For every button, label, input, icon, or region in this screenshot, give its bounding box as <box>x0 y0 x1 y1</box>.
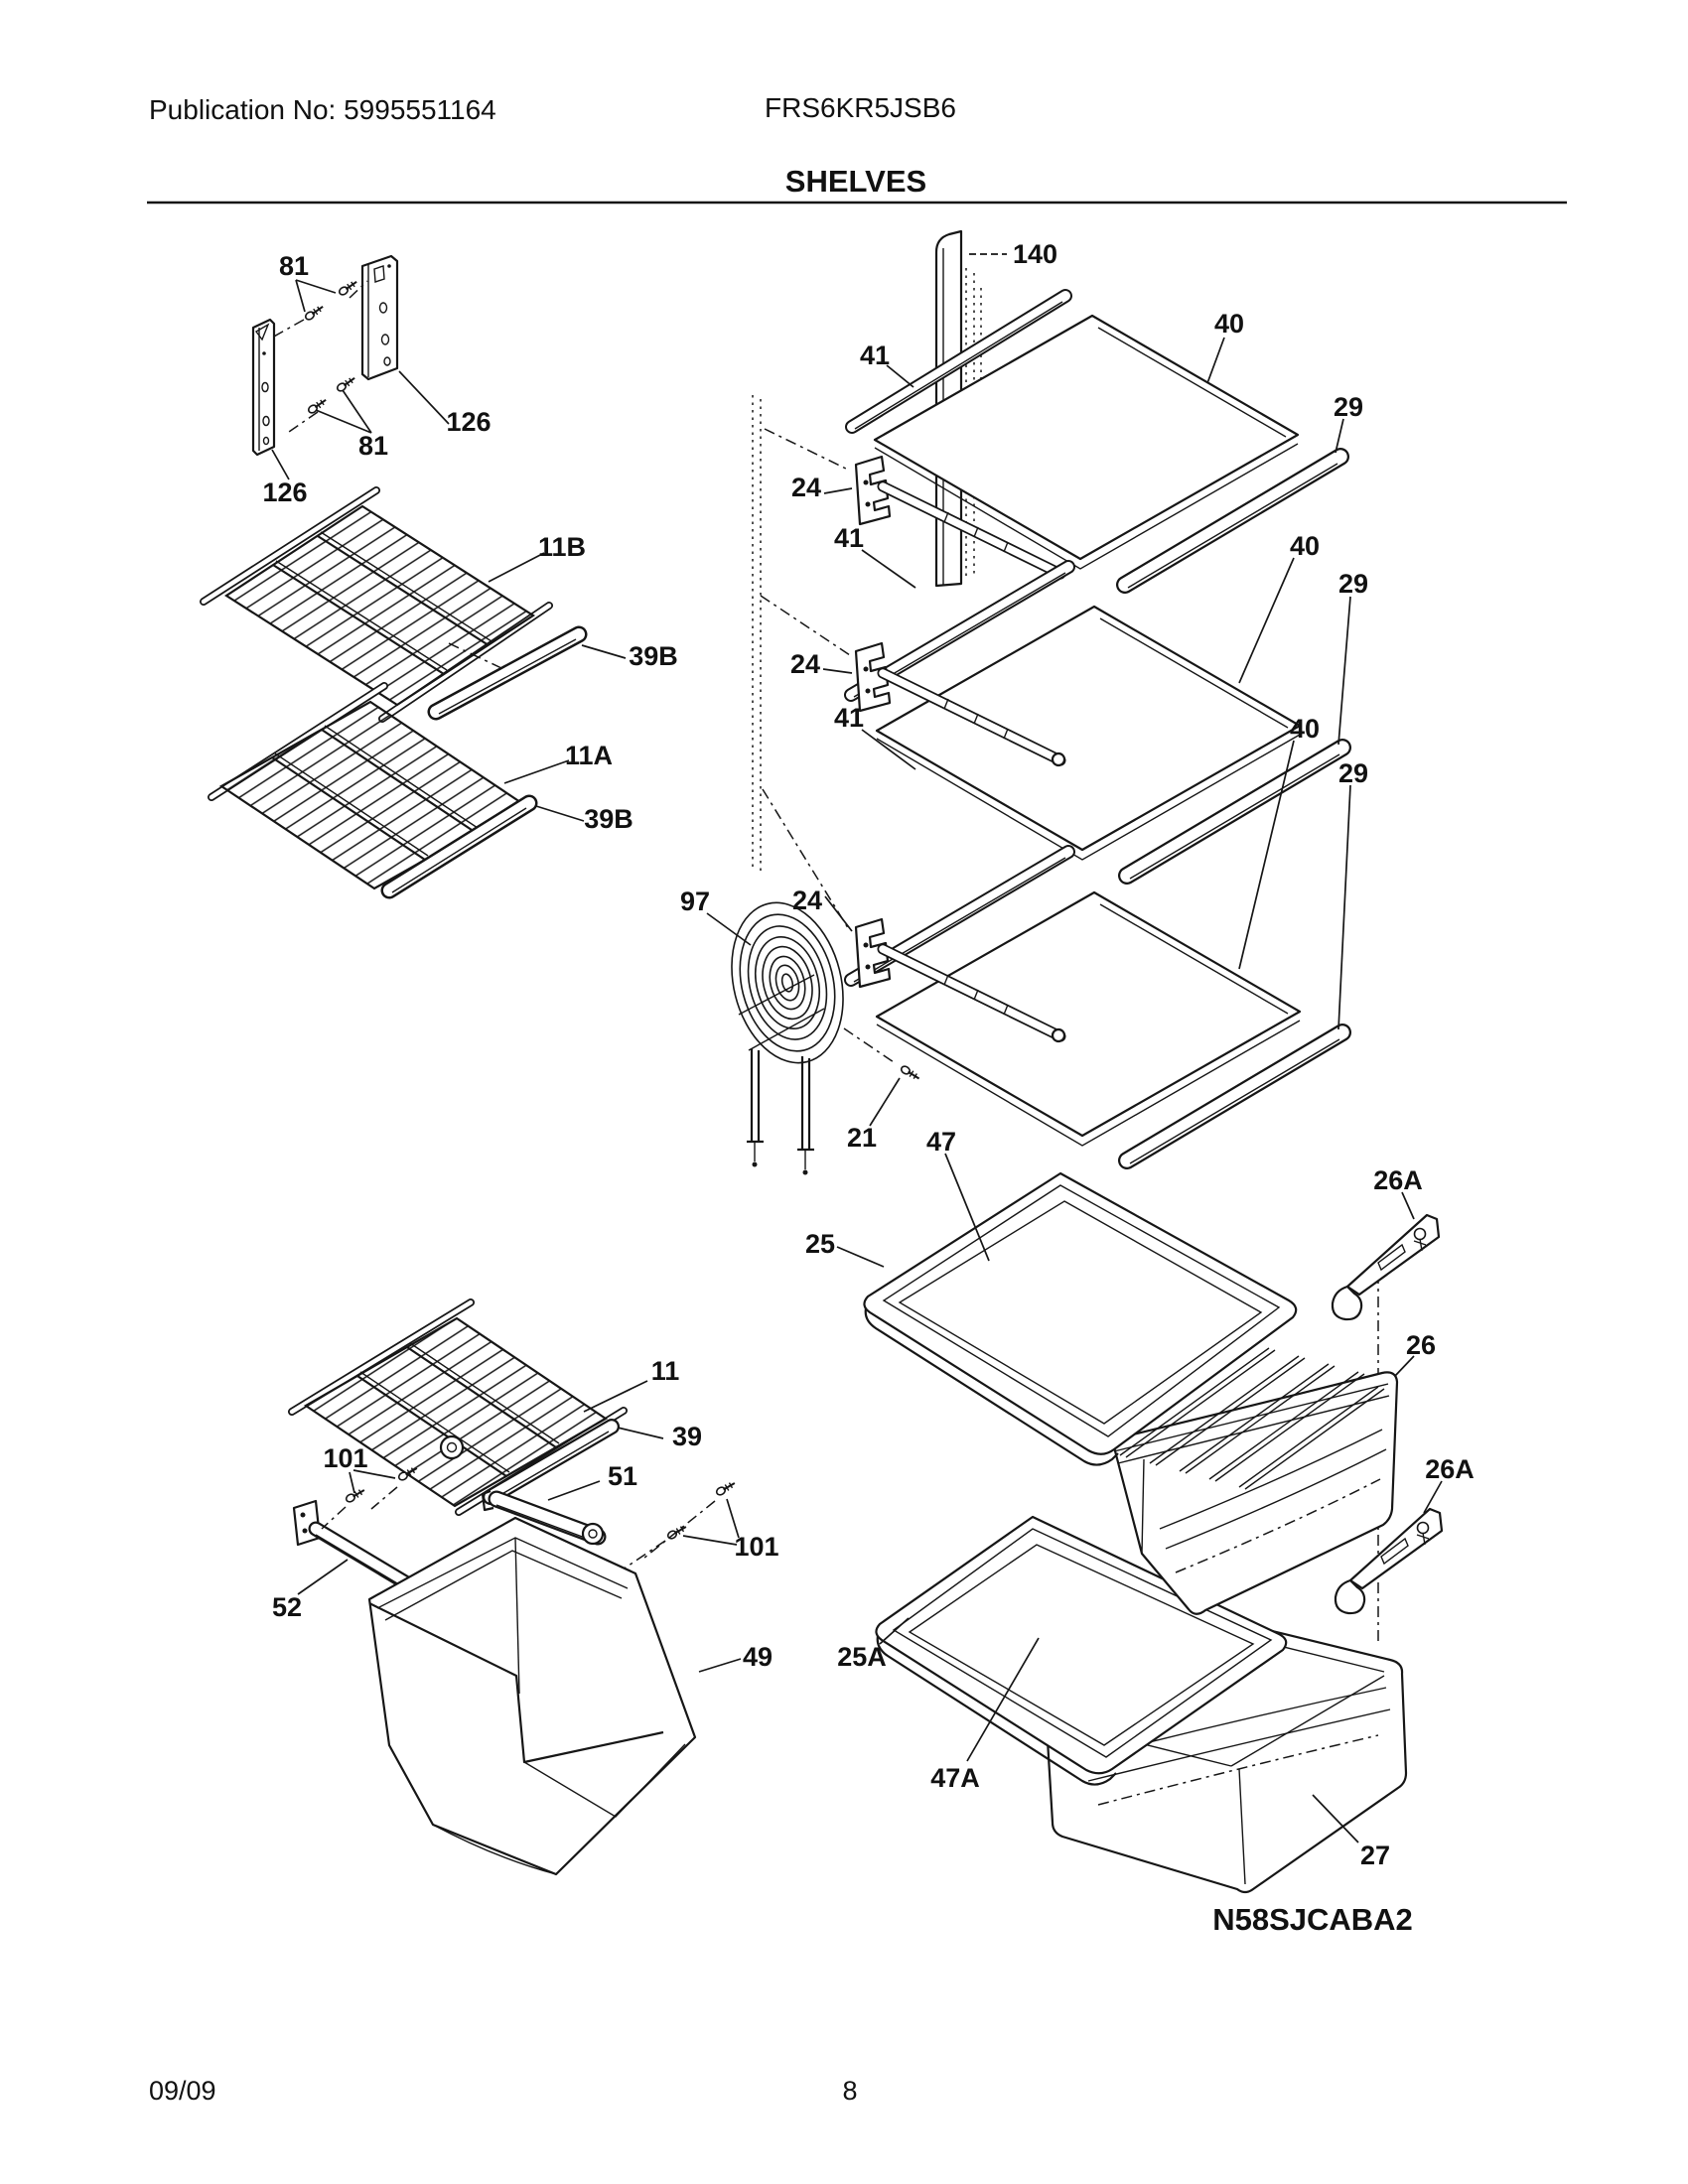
callout-24-row2: 24 <box>789 649 821 679</box>
callout-29-row3: 29 <box>1337 758 1369 788</box>
page-header <box>147 92 1567 203</box>
publication-number: Publication No: 5995551164 <box>149 94 496 125</box>
callout-40-row3: 40 <box>1289 714 1321 744</box>
bracket-126-right <box>362 256 397 379</box>
shelf-row-1 <box>852 296 1340 588</box>
callout-29-row2: 29 <box>1337 569 1369 599</box>
callout-26A-top: 26A <box>1373 1165 1423 1195</box>
section-title: SHELVES <box>784 164 927 199</box>
callout-81-bottom: 81 <box>357 431 389 461</box>
callout-81-top: 81 <box>278 251 310 281</box>
wall-rail-dashed <box>753 395 761 876</box>
shelf-row-3 <box>851 852 1342 1163</box>
diagram-code: N58SJCABA2 <box>1212 1902 1413 1937</box>
callout-11B: 11B <box>537 532 587 562</box>
callout-41-row1: 41 <box>859 341 891 370</box>
callout-126-right: 126 <box>446 407 492 437</box>
callout-97: 97 <box>679 887 711 916</box>
callout-24-row1: 24 <box>790 473 822 502</box>
callout-27: 27 <box>1359 1841 1391 1870</box>
callout-25A: 25A <box>837 1642 887 1672</box>
coil-97 <box>716 890 859 1174</box>
bracket-126-left <box>253 320 274 455</box>
wire-shelf-11 <box>292 1302 624 1512</box>
callout-47: 47 <box>925 1127 957 1157</box>
callout-11A: 11A <box>564 741 614 770</box>
callout-25: 25 <box>804 1229 836 1259</box>
callout-11: 11 <box>650 1356 680 1386</box>
callout-39B-lower: 39B <box>584 804 633 834</box>
model-number: FRS6KR5JSB6 <box>765 92 956 123</box>
callout-24-row3: 24 <box>791 886 823 915</box>
callout-40-row1: 40 <box>1213 309 1245 339</box>
callout-26A-bottom: 26A <box>1425 1454 1475 1484</box>
callout-41-row3: 41 <box>833 703 865 733</box>
callout-26: 26 <box>1405 1330 1437 1360</box>
callout-29-row1: 29 <box>1333 392 1364 422</box>
basket-49 <box>369 1518 695 1874</box>
callout-101-right: 101 <box>734 1532 779 1562</box>
callout-39B-upper: 39B <box>629 641 678 671</box>
callout-39: 39 <box>671 1422 703 1451</box>
callout-21: 21 <box>846 1123 878 1153</box>
callout-47A: 47A <box>930 1763 980 1793</box>
footer-date: 09/09 <box>149 2076 216 2106</box>
callout-40-row2: 40 <box>1289 531 1321 561</box>
callout-41-row2: 41 <box>833 523 865 553</box>
callout-52: 52 <box>271 1592 303 1622</box>
callout-126-left: 126 <box>262 478 308 507</box>
callout-140: 140 <box>1013 239 1058 269</box>
page-footer <box>149 2076 858 2106</box>
callout-49: 49 <box>742 1642 774 1672</box>
footer-page-number: 8 <box>842 2076 858 2106</box>
callout-51: 51 <box>607 1461 638 1491</box>
callout-101-left: 101 <box>323 1443 368 1473</box>
wire-shelf-11A <box>211 686 523 888</box>
